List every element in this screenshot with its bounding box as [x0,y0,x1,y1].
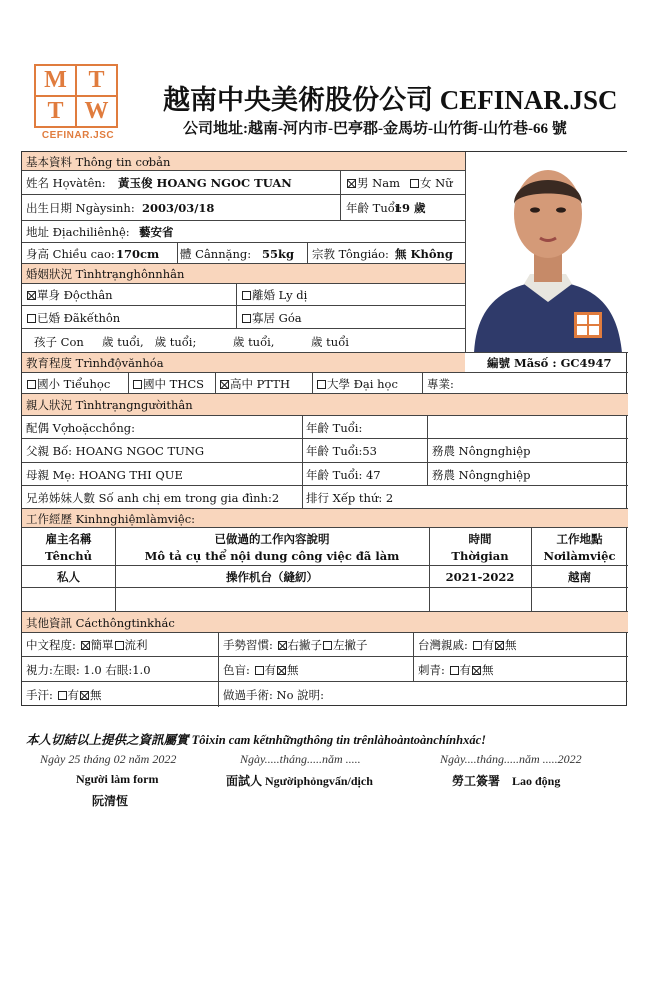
time-header-vi: Thờigian [451,549,509,563]
religion-label: 宗教 Tôngiáo: [312,247,389,261]
color-blind: 色盲: 有 無 [223,663,299,677]
children-row [22,329,465,353]
widowed-checkbox[interactable] [242,314,251,323]
name-label: 姓名 Họvàtên: [26,176,106,190]
fluent-checkbox[interactable] [115,641,124,650]
university-checkbox[interactable] [317,380,326,389]
handedness: 手勢習慣: 右撇子 左撇子 [223,638,368,652]
sweat-yes-checkbox[interactable] [58,691,67,700]
rank-label: 排行 Xếp thứ: 2 [306,491,394,505]
section-title: 其他資訊 Cácthôngtinkhác [26,616,175,630]
company-title: 越南中央美術股份公司 CEFINAR.JSC [163,85,618,115]
senior-checkbox[interactable] [220,380,229,389]
marital-row-1 [22,284,465,306]
father-row [22,439,628,463]
height-label: 身高 Chiều cao: [26,247,115,261]
marital-row-2 [22,306,465,329]
other-row-2 [22,657,628,682]
male-checkbox[interactable] [347,179,356,188]
applicant-code: 編號 Mãsố : GC4947 [487,356,612,370]
pledge-statement: 本人切結以上提供之資訊屬實 Tôixin cam kếtnhữngthông tin trênlàhoàntoànchínhxác! [26,733,486,747]
logo-letter: W [84,98,109,124]
married-option: 已婚 Đãkếthôn [26,311,120,325]
description-header-vi: Mô tả cụ thể nội dung công việc đã làm [144,549,400,563]
taiwan-relatives: 台灣親戚: 有 無 [418,638,517,652]
father-label: 父親 Bố: HOANG NGOC TUNG [26,444,205,458]
logo-letter: M [44,67,67,93]
marital-header [22,264,465,284]
weight-value: 55kg [262,247,295,261]
children-text: 孩子 Con 歲 tuổi, 歲 tuổi; 歲 tuổi, 歲 tuổi [34,335,349,349]
logo-letter: T [88,67,105,93]
employer-cell: 私人 [57,570,80,584]
junior-checkbox[interactable] [133,380,142,389]
mother-job: 務農 Nôngnghiệp [432,468,531,482]
location-cell: 越南 [568,570,591,584]
senior-option: 高中 PTTH [219,377,290,391]
description-cell: 操作机台（縫紉） [226,570,318,584]
simple-checkbox[interactable] [81,641,90,650]
section-title: 教育程度 Trìnhđộvănhóa [26,356,164,370]
divorced-option: 離婚 Ly dị [241,288,307,302]
gender-female: 女 Nữ [409,176,453,190]
tattoo: 刺青: 有 無 [418,663,494,677]
married-checkbox[interactable] [27,314,36,323]
birth-label: 出生日期 Ngàysinh: [26,201,135,215]
taiwan-no-checkbox[interactable] [495,641,504,650]
widowed-option: 寡居 Góa [241,311,302,325]
tattoo-yes-checkbox[interactable] [450,666,459,675]
mother-age: 年齡 Tuổi: 47 [306,468,381,482]
address-label: 地址 Địachiliênhệ: [26,225,130,239]
color-yes-checkbox[interactable] [255,666,264,675]
weight-label: 體 Cânnặng: [180,247,252,261]
section-title: 工作經歷 Kinhnghiệmlàmviệc: [26,512,196,526]
other-header [22,612,628,633]
logo-letter: T [47,98,64,124]
spouse-age: 年齡 Tuổi: [306,421,363,435]
divorced-checkbox[interactable] [242,291,251,300]
color-no-checkbox[interactable] [277,666,286,675]
right-hand-checkbox[interactable] [278,641,287,650]
employer-header-zh: 雇主名稱 [45,532,92,546]
single-option: 單身 Độcthân [26,288,113,302]
surgery-text: 做過手術: No 說明: [223,688,325,702]
taiwan-yes-checkbox[interactable] [473,641,482,650]
date-form: Ngày 25 tháng 02 năm 2022 [40,752,177,766]
address-value: 藝安省 [139,225,174,239]
code-cell [465,353,628,373]
logo-caption: CEFINAR.JSC [41,130,115,141]
form-maker-name: 阮清恆 [92,794,129,808]
name-row [22,171,465,195]
time-header-zh: 時間 [468,532,492,546]
age-label: 年齡 Tuổi: [346,201,403,215]
employer-header-vi: Tênchủ [45,549,92,563]
spouse-label: 配偶 Vợhoặcchồng: [26,421,136,435]
birth-value: 2003/03/18 [142,201,215,215]
family-header [22,394,628,416]
education-header [22,353,465,373]
university-option: 大學 Đại học [316,377,398,391]
applicant-photo [465,152,628,353]
single-checkbox[interactable] [27,291,36,300]
section-title: 親人狀況 Tìnhtrạngngườithân [26,398,193,412]
worker-signature-label: 勞工簽署 Lao động [452,774,561,788]
date-worker: Ngày....tháng.....năm .....2022 [440,752,582,766]
location-header-vi: Nơilàmviệc [543,549,616,563]
age-value: 19 歲 [394,201,426,215]
name-value: 黃玉俊 HOANG NGOC TUAN [118,176,292,190]
table-row-empty [22,588,628,612]
time-cell: 2021-2022 [445,570,515,584]
chinese-level: 中文程度: 簡單 流利 [26,638,148,652]
sweaty-hands: 手汗: 有 無 [26,688,102,702]
junior-option: 國中 THCS [132,377,204,391]
section-title: 基本資料 Thông tin cơbản [26,155,171,169]
height-value: 170cm [116,247,160,261]
applicant-form [21,151,627,706]
table-row [22,566,628,588]
primary-checkbox[interactable] [27,380,36,389]
mother-row [22,463,628,486]
primary-option: 國小 Tiểuhọc [26,377,110,391]
other-row-3 [22,682,628,707]
location-header-zh: 工作地點 [556,532,603,546]
company-address: 公司地址:越南-河内市-巴亭郡-金馬坊-山竹街-山竹巷-66 號 [183,121,567,137]
father-job: 務農 Nôngnghiệp [432,444,531,458]
interviewer-label: 面試人 Ngườiphỏngvấn/dịch [226,774,373,788]
work-column-headers [22,528,628,566]
father-age: 年齡 Tuổi:53 [306,444,377,458]
gender-male: 男 Nam [346,176,400,190]
vision-text: 視力:左眼: 1.0 右眼:1.0 [26,663,151,677]
other-row-1 [22,633,628,657]
left-hand-checkbox[interactable] [323,641,332,650]
sweat-no-checkbox[interactable] [80,691,89,700]
religion-value: 無 Không [395,247,453,261]
education-row [22,373,628,394]
birth-row [22,195,465,221]
major-label: 專業: [427,377,454,391]
spouse-row [22,416,628,439]
siblings-label: 兄弟姊妹人數 Số anh chị em trong gia đình:2 [26,491,280,505]
body-row [22,243,465,264]
description-header-zh: 已做過的工作內容說明 [214,532,330,546]
section-title: 婚姻狀況 Tìnhtrạnghônnhân [26,267,185,281]
form-maker-label: Người làm form [76,772,159,786]
siblings-row [22,486,628,509]
date-interviewer: Ngày.....tháng.....năm ..... [240,752,361,766]
female-checkbox[interactable] [410,179,419,188]
address-row [22,221,465,243]
work-header [22,509,628,528]
basic-info-header [22,152,465,171]
tattoo-no-checkbox[interactable] [472,666,481,675]
mother-label: 母親 Mẹ: HOANG THI QUE [26,468,183,482]
